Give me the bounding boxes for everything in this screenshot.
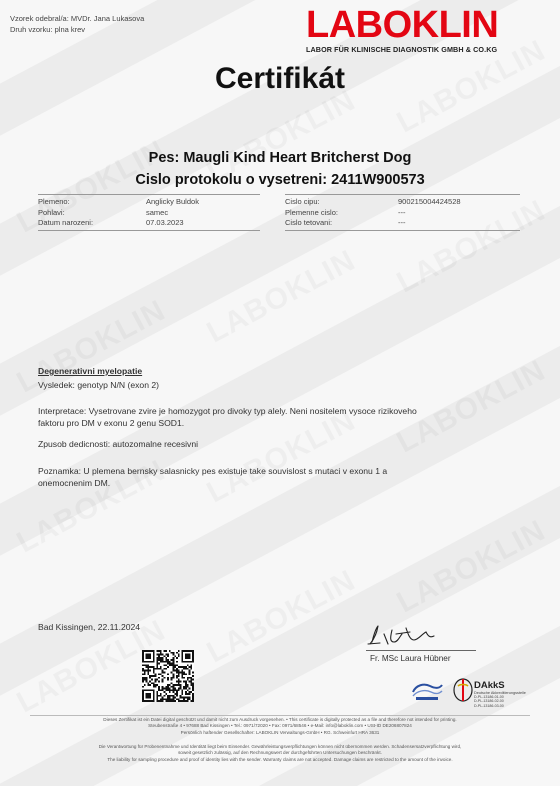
birthdate-label: Datum narozeni: xyxy=(38,218,94,227)
sender-label: Vzorek odebral/a: xyxy=(10,14,69,23)
test-section-title: Degenerativni myelopatie xyxy=(38,366,143,376)
ilac-logo xyxy=(410,680,444,702)
sender-value: MVDr. Jana Lukasova xyxy=(70,14,145,23)
studbook-value: --- xyxy=(398,207,406,217)
birthdate-value: 07.03.2023 xyxy=(146,218,184,227)
dakks-text-block xyxy=(474,680,526,708)
sample-label: Druh vzorku: xyxy=(10,25,53,34)
details-left-values xyxy=(146,197,199,229)
place-date: Bad Kissingen, 22.11.2024 xyxy=(38,622,141,632)
signer-name: Fr. MSc Laura Hübner xyxy=(370,654,451,663)
footer-block-1 xyxy=(30,717,530,736)
footer-block-2 xyxy=(30,744,530,763)
details-rule-right-top xyxy=(285,194,520,195)
sender-line xyxy=(10,14,144,23)
footer-line-2: Steubenstraße 4 • 97688 Bad Kissingen • Tel.: 0971/72020 • Fax: 0971/68546 • e-Mail: info@laboklin.com • USt-ID DE206807824 xyxy=(148,723,412,729)
interpretation-line-2: faktoru pro DM v exonu 2 genu SOD1. xyxy=(38,418,185,428)
ilac-mra-icon xyxy=(410,680,444,702)
logo-wordmark: LABOKLIN xyxy=(306,4,499,46)
studbook-label: Plemenne cislo: xyxy=(285,207,338,217)
dakks-codes: D-PL-13186-01-00 D-PL-13186-02-00 D-PL-13186-03-00 xyxy=(474,695,504,708)
qr-code xyxy=(142,650,194,702)
details-right-values xyxy=(398,197,461,229)
details-rule-left-bottom xyxy=(38,230,260,231)
sex-value: samec xyxy=(146,207,169,217)
logo-subtitle: LABOR FÜR KLINISCHE DIAGNOSTIK GMBH & CO.KG xyxy=(306,45,498,54)
footer-rule xyxy=(30,715,530,716)
footer-line-4: Die Verantwortung für Probenentnahme und Identität liegt beim Einsender. Gewährleistungsverpflichtungen können nicht übernommen werden. Schadensersatzverpflichtung wird, xyxy=(98,744,462,749)
signature-image xyxy=(366,622,436,648)
details-rule-left-top xyxy=(38,194,260,195)
details-left-labels xyxy=(38,197,93,229)
chip-label: Cislo cipu: xyxy=(285,197,320,206)
dakks-label: DAkkS xyxy=(474,680,505,691)
footer-line-3: Persönlich haftender Gesellschafter: LABOKLIN Verwaltungs-GmbH • RG. Schweinfurt HRA 3631 xyxy=(180,729,380,735)
laboklin-logo xyxy=(306,5,552,57)
protocol-heading: Cislo protokolu o vysetreni: 2411W900573 xyxy=(135,172,425,188)
note-line-1: Poznamka: U plemena bernsky salasnicky pes existuje take souvislost s mutaci v exonu 1 a xyxy=(38,466,388,476)
certificate-title: Certifikát xyxy=(214,62,346,95)
sample-line xyxy=(10,25,85,34)
signature-line xyxy=(366,650,476,651)
breed-value: Anglicky Buldok xyxy=(146,197,199,206)
details-rule-right-bottom xyxy=(285,230,520,231)
footer-line-6: The liability for sampling procedure and proof of identity lies with the sender. Warranty claims are not accepted. Damage claims are restricted to the amount of the invoice. xyxy=(107,756,453,762)
dakks-emblem xyxy=(452,677,474,703)
breed-label: Plemeno: xyxy=(38,197,70,206)
tattoo-label: Cislo tetovani: xyxy=(285,218,333,227)
note-line-2: onemocnenim DM. xyxy=(38,478,111,488)
interpretation-line-1: Interpretace: Vysetrovane zvire je homozygot pro divoky typ alely. Neni nositelem vysoce rizikoveho xyxy=(38,406,417,416)
dog-heading: Pes: Maugli Kind Heart Britcherst Dog xyxy=(148,150,412,166)
tattoo-value: --- xyxy=(398,218,406,227)
details-right-labels xyxy=(285,197,338,229)
chip-value: 900215004424528 xyxy=(398,197,461,206)
footer-line-5: soweit gesetzlich zulässig, auf den Rechnungswert der durchgeführten Untersuchungen beschränkt. xyxy=(178,750,382,756)
dakks-subtitle: Deutsche Akkreditierungsstelle xyxy=(474,691,526,695)
sample-value: plna krev xyxy=(54,25,86,34)
footer-line-1: Dieses Zertifikat ist ein Datei digital geschützt und damit nicht zum Ausdruck vorgesehen. • This certificate is digitally protected as a file and therefore not intended for printing. xyxy=(103,717,457,722)
sex-label: Pohlavi: xyxy=(38,207,65,217)
result-line: Vysledek: genotyp N/N (exon 2) xyxy=(38,380,160,390)
inheritance-line: Zpusob dedicnosti: autozomalne recesivni xyxy=(38,439,199,449)
eagle-icon xyxy=(452,677,474,703)
